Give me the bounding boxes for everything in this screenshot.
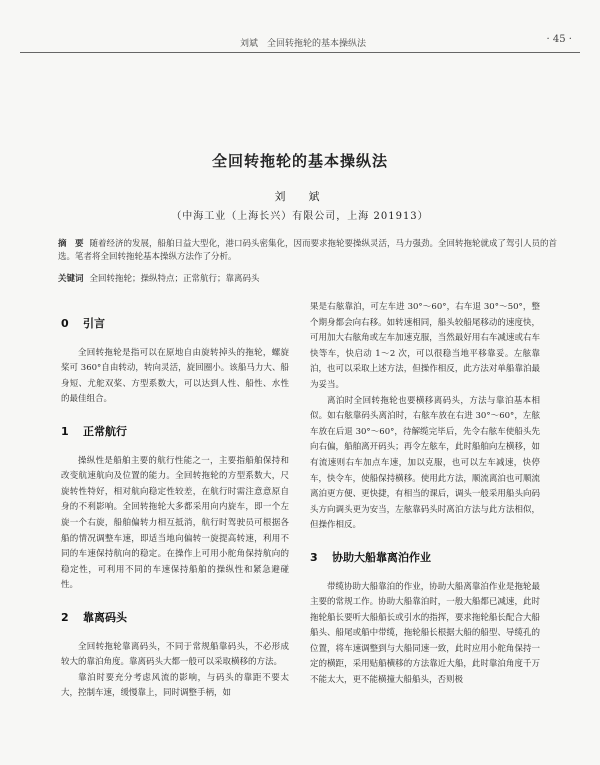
left-column [61, 300, 289, 702]
paragraph: 离泊时全回转拖轮也要横移离码头，方法与靠泊基本相似。如右舷靠码头离泊时，右舷车放在右进 30°～60°，左舷车放在后退 30°～60°，待解缆完毕后，先令右舷车使船头先向右偏，船舶离开码头；再令左舷车，此时船舶向左横移，如有流速则右车加点车速，加以克服，也可以左车减速，快停车，快令车，使船保持横移。使用此方法，顺流离泊也可顺流离泊更方便、更快捷，有相当的课后，调头一般采用船头向码头方向调头更为安当，左舷靠码头时离泊方法与此方法相似，但操作相反。 [310, 395, 540, 531]
paper-title: 全回转拖轮的基本操纵法 [211, 152, 388, 170]
section-title: 协助大船靠离泊作业 [332, 550, 431, 564]
section-title: 正常航行 [83, 424, 127, 438]
page-number: · 45 · [546, 34, 572, 45]
keywords-text: 全回转拖轮；操纵特点；正常航行；靠离码头 [89, 274, 260, 284]
running-title: 刘斌 全回转拖轮的基本操纵法 [240, 39, 367, 49]
paragraph: 果是右舷靠泊，可左车进 30°～60°，右车退 30°～50°，整个期身都会向右移。如转速相同，船头较船尾移动的速度快，可用加大右舷角或左车加速克服，当然最好用右车减速或右车快等车，快启动 1～2 次，可以很稳当地平移靠妥。左舷靠泊，也可以采取上述方法，但操作相反，此方法对单船靠泊最为妥当。 [310, 302, 540, 390]
right-column [310, 300, 540, 689]
author: 刘 斌 [274, 190, 326, 203]
paragraph: 靠泊时要充分考虑风流的影响，与码头的靠距不要太大，控制车速，缓慢靠上，同时调整手柄，如 [61, 672, 289, 699]
paragraph: 带缆协助大船靠泊的作业，协助大船离靠泊作业是拖轮最主要的常规工作。协助大船靠泊时，一般大船都已减速，此时拖轮船长要听大船船长或引水的指挥，要求拖轮船长配合大船船头、船尾或船中带缆，拖轮船长根据大船的船型、导缆孔的位置，将车速调整到与大船同速一致，此时应用小舵角保持一定的横距，采用贴船横移的方法靠近大船，此时靠泊角度千万不能太大，更不能横撞大船船头，否则极 [310, 581, 540, 686]
abstract [58, 238, 558, 264]
section-number: 0 [61, 317, 69, 330]
section-number: 1 [61, 424, 69, 438]
running-header [20, 28, 580, 49]
abstract-text: 随着经济的发展，船舶日益大型化，港口码头密集化，因而要求拖轮要操纵灵活，马力强劲。全回转拖轮就成了驾引人员的首选。笔者将全回转拖轮基本操纵方法作了分析。 [58, 239, 558, 262]
section-title: 引言 [83, 317, 105, 330]
paragraph: 全回转拖轮靠离码头，不同于常规船靠码头，不必形成较大的靠泊角度。靠离码头大都一般可以采取横移的方法。 [61, 641, 289, 668]
section-title: 靠离码头 [83, 610, 127, 624]
section-heading [61, 610, 289, 626]
abstract-label: 摘 要 [58, 239, 84, 249]
section-heading [61, 424, 289, 440]
section-heading [61, 316, 289, 332]
paragraph: 操纵性是船舶主要的航行性能之一，主要指船舶保持和改变航速航向及位置的能力。全回转拖轮的方型系数大，尺旋转性特好，相对航向稳定性较差，在航行时需注意意原自身的不利影响。全回转拖轮大多都采用向内旋车，即一个左旋一个右旋，船舶偏转力相互抵消，航行时驾驶员可根据各船的情况调整车速，即适当地向偏转一旋提高转速，利用不同的车速保持航向的稳定。在操作上可用小舵角保持航向的稳定性，可利用不同的车速保持船舶的操纵性和紧急避碰性。 [61, 455, 289, 591]
keywords-label: 关键词 [58, 274, 84, 284]
paragraph: 全回转拖轮是指可以在原地自由旋转掉头的拖轮，螺旋桨可 360°自由转动，转向灵活，旋回圈小。该船马力大、船身短、尤舵双桨、方型系数大，可以达到人性、船性、水性的最佳组合。 [61, 347, 289, 405]
section-number: 2 [61, 610, 69, 624]
header-rule [20, 52, 580, 53]
keywords [58, 272, 558, 284]
affiliation: （中海工业（上海长兴）有限公司，上海 201913） [171, 211, 429, 222]
section-heading [310, 550, 540, 566]
section-number: 3 [310, 550, 318, 564]
